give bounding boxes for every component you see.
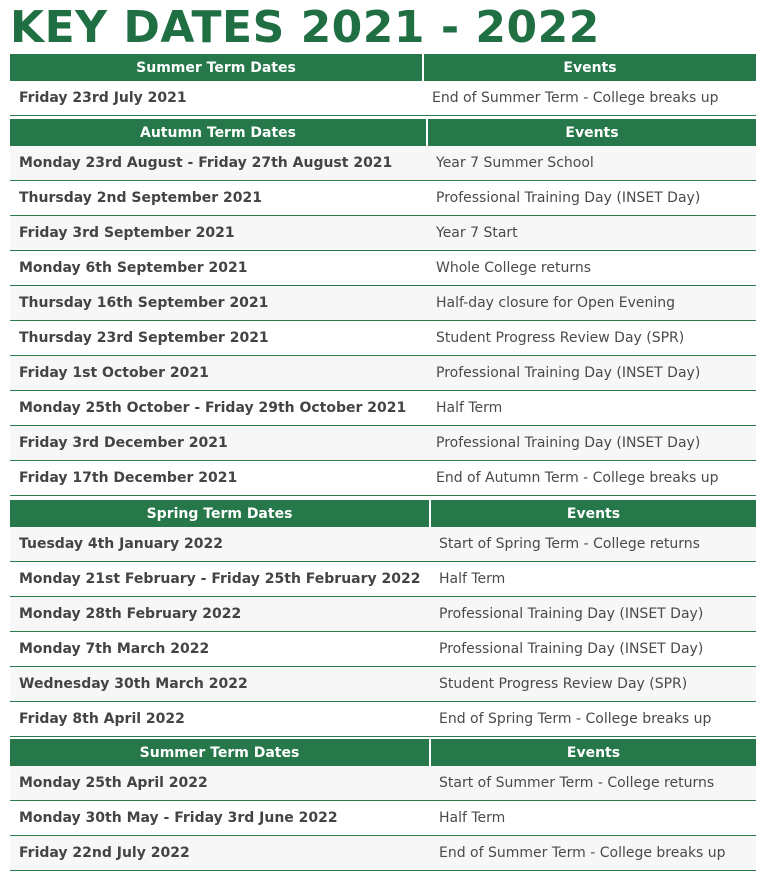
row-event: Professional Training Day (INSET Day)	[436, 190, 701, 206]
row-date: Monday 7th March 2022	[19, 641, 210, 657]
table-row	[10, 356, 756, 391]
row-event: Professional Training Day (INSET Day)	[439, 641, 704, 657]
row-event: End of Autumn Term - College breaks up	[436, 470, 719, 486]
header-dates: Autumn Term Dates	[139, 124, 297, 141]
row-date: Thursday 2nd September 2021	[19, 190, 262, 206]
row-date: Tuesday 4th January 2022	[19, 536, 224, 552]
table-row	[10, 766, 756, 801]
row-event: Year 7 Start	[436, 225, 518, 241]
table-row	[10, 81, 756, 116]
row-date: Wednesday 30th March 2022	[19, 676, 248, 692]
table-row	[10, 286, 756, 321]
row-date: Thursday 23rd September 2021	[19, 330, 269, 346]
row-date: Friday 23rd July 2021	[19, 90, 187, 106]
table-row	[10, 461, 756, 496]
row-event: Start of Summer Term - College returns	[439, 775, 715, 791]
row-event: Year 7 Summer School	[436, 155, 594, 171]
table-row	[10, 702, 756, 737]
header-dates: Summer Term Dates	[139, 744, 300, 761]
table-header	[10, 119, 756, 146]
table-row	[10, 527, 756, 562]
table-row	[10, 216, 756, 251]
row-event: Professional Training Day (INSET Day)	[436, 435, 701, 451]
table-header	[10, 500, 756, 527]
row-event: End of Summer Term - College breaks up	[439, 845, 726, 861]
table-header	[10, 739, 756, 766]
row-date: Friday 17th December 2021	[19, 470, 238, 486]
page-title: KEY DATES 2021 - 2022	[10, 2, 600, 53]
row-date: Monday 21st February - Friday 25th February 2022	[19, 571, 421, 587]
row-date: Monday 30th May - Friday 3rd June 2022	[19, 810, 338, 826]
row-event: Professional Training Day (INSET Day)	[436, 365, 701, 381]
table-row	[10, 146, 756, 181]
row-event: Half Term	[436, 400, 503, 416]
row-date: Thursday 16th September 2021	[19, 295, 269, 311]
row-date: Monday 28th February 2022	[19, 606, 242, 622]
row-event: Half Term	[439, 810, 506, 826]
row-date: Friday 8th April 2022	[19, 711, 185, 727]
row-date: Friday 1st October 2021	[19, 365, 209, 381]
header-dates: Summer Term Dates	[136, 59, 296, 76]
row-date: Friday 22nd July 2022	[19, 845, 190, 861]
row-date: Friday 3rd December 2021	[19, 435, 228, 451]
row-event: Student Progress Review Day (SPR)	[436, 330, 685, 346]
row-event: Start of Spring Term - College returns	[439, 536, 700, 552]
header-events: Events	[429, 739, 756, 766]
table-row	[10, 181, 756, 216]
table-row	[10, 632, 756, 667]
table-row	[10, 667, 756, 702]
table-row	[10, 801, 756, 836]
table-row	[10, 321, 756, 356]
header-dates: Spring Term Dates	[146, 505, 293, 522]
row-date: Monday 6th September 2021	[19, 260, 248, 276]
header-events: Events	[426, 119, 756, 146]
row-event: Professional Training Day (INSET Day)	[439, 606, 704, 622]
row-event: Half-day closure for Open Evening	[436, 295, 676, 311]
summer-2022-section	[10, 739, 756, 871]
autumn-section	[10, 119, 756, 496]
row-event: End of Spring Term - College breaks up	[439, 711, 712, 727]
summer-2021-section	[10, 54, 756, 116]
row-date: Monday 23rd August - Friday 27th August 2021	[19, 155, 393, 171]
table-row	[10, 251, 756, 286]
table-row	[10, 597, 756, 632]
row-event: Half Term	[439, 571, 506, 587]
table-row	[10, 426, 756, 461]
table-row	[10, 562, 756, 597]
header-events: Events	[422, 54, 756, 81]
table-row	[10, 391, 756, 426]
row-date: Monday 25th April 2022	[19, 775, 208, 791]
header-events: Events	[429, 500, 756, 527]
row-event: End of Summer Term - College breaks up	[432, 90, 719, 106]
row-date: Friday 3rd September 2021	[19, 225, 235, 241]
row-date: Monday 25th October - Friday 29th October 2021	[19, 400, 407, 416]
table-row	[10, 836, 756, 871]
spring-section	[10, 500, 756, 737]
table-header	[10, 54, 756, 81]
row-event: Whole College returns	[436, 260, 592, 276]
row-event: Student Progress Review Day (SPR)	[439, 676, 688, 692]
